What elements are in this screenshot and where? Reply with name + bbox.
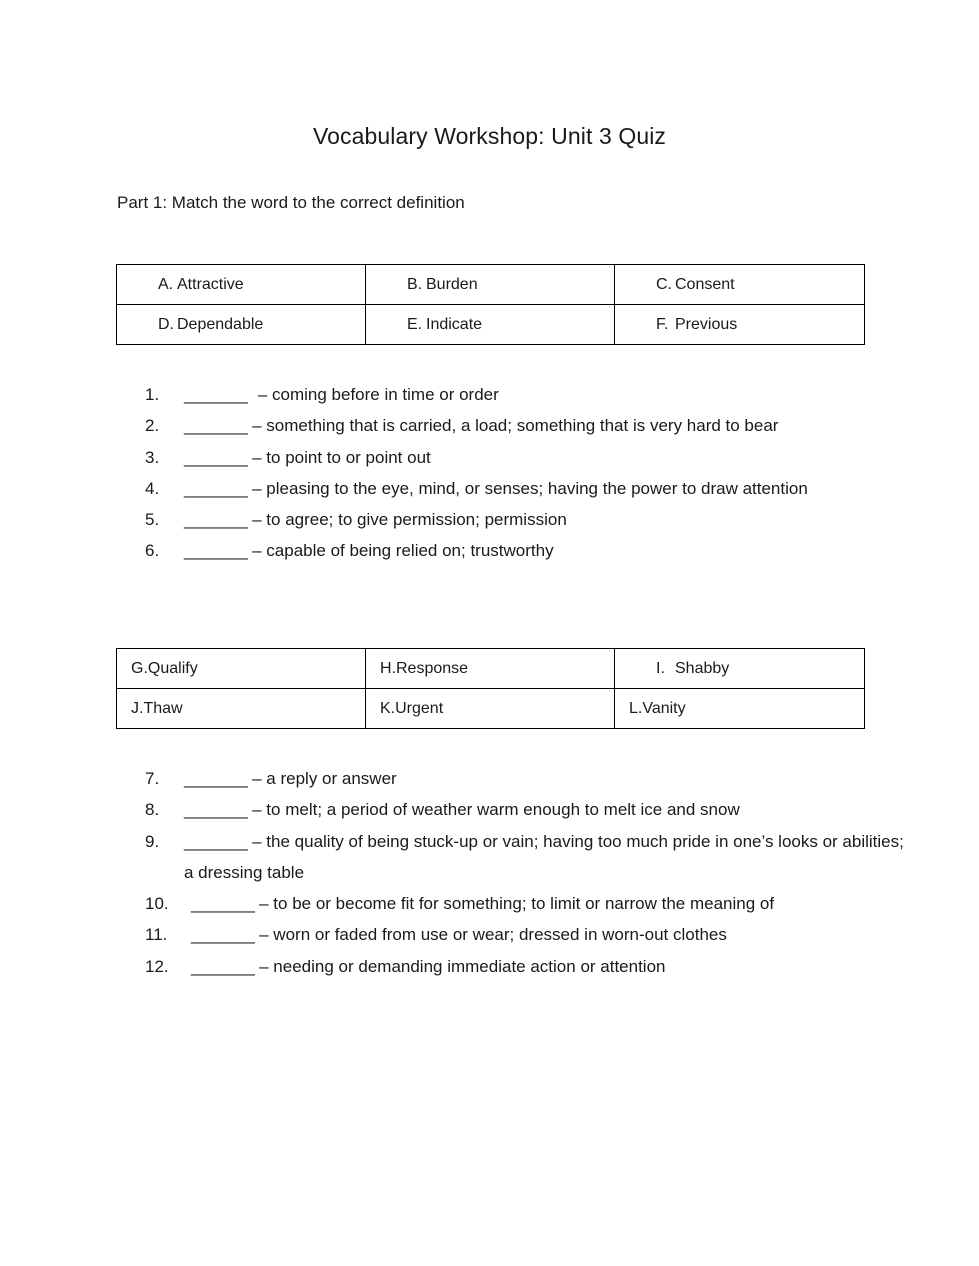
definition-text: – coming before in time or order <box>257 385 499 404</box>
table-row <box>117 689 865 729</box>
answer-blank[interactable]: _______ <box>184 800 248 820</box>
word-bank-cell-a <box>117 265 366 305</box>
list-item <box>145 442 905 473</box>
word-marker: L. <box>629 699 643 717</box>
item-number: 10. <box>145 894 169 914</box>
page-title: Vocabulary Workshop: Unit 3 Quiz <box>312 123 667 150</box>
item-number: 1. <box>145 385 160 404</box>
word-bank-table-1 <box>116 264 865 345</box>
word-bank-cell-j <box>117 689 366 729</box>
item-number: 2. <box>145 416 160 436</box>
definition-text: – something that is carried, a load; something that is very hard to bear <box>252 416 779 436</box>
definition-text: – to agree; to give permission; permission <box>252 510 567 530</box>
word-label: Shabby <box>675 659 730 677</box>
item-number: 8. <box>145 800 160 820</box>
word-bank-cell-f <box>615 305 865 345</box>
word-marker: H. <box>380 659 396 677</box>
definition-text: – worn or faded from use or wear; dressed in worn-out clothes <box>259 925 727 945</box>
part-1-heading: Part 1: Match the word to the correct definition <box>117 193 465 212</box>
answer-blank[interactable]: _______ <box>184 510 248 530</box>
word-marker: G. <box>131 659 148 677</box>
definition-text: – to be or become fit for something; to limit or narrow the meaning of <box>259 894 775 914</box>
item-number: 11. <box>145 925 168 945</box>
list-item <box>145 888 905 919</box>
word-marker: B. <box>407 275 423 293</box>
word-label: Burden <box>426 275 478 293</box>
answer-blank[interactable]: _______ <box>184 416 248 436</box>
word-label: Consent <box>675 275 735 293</box>
definition-text: – capable of being relied on; trustworthy <box>252 541 554 561</box>
list-item <box>145 535 905 566</box>
question-list-part-1 <box>145 379 905 567</box>
list-item <box>145 410 905 441</box>
item-number: 7. <box>145 769 160 788</box>
table-row <box>117 265 865 305</box>
answer-blank[interactable]: _______ <box>184 831 248 851</box>
word-label: Vanity <box>642 699 686 717</box>
list-item <box>145 919 905 950</box>
word-marker: F. <box>656 315 669 333</box>
word-bank-cell-l <box>615 689 865 729</box>
word-label: Response <box>396 659 469 677</box>
word-marker: A. <box>158 275 174 293</box>
list-item <box>145 826 905 889</box>
answer-blank[interactable]: _______ <box>184 769 248 788</box>
word-label: Dependable <box>177 315 264 333</box>
answer-blank[interactable]: _______ <box>191 956 255 976</box>
word-label: Previous <box>675 315 738 333</box>
list-item <box>145 763 905 794</box>
word-marker: C. <box>656 275 672 293</box>
word-label: Attractive <box>177 275 244 293</box>
answer-blank[interactable]: _______ <box>184 385 248 404</box>
answer-blank[interactable]: _______ <box>184 541 248 561</box>
list-item <box>145 473 905 504</box>
word-bank-cell-g <box>117 649 366 689</box>
item-number: 6. <box>145 541 160 561</box>
definition-text: – to point to or point out <box>252 447 431 467</box>
word-label: Qualify <box>147 659 198 677</box>
word-bank-cell-i <box>615 649 865 689</box>
word-bank-cell-e <box>366 305 615 345</box>
list-item <box>145 951 905 982</box>
word-label: Indicate <box>426 315 483 333</box>
answer-blank[interactable]: _______ <box>184 478 248 498</box>
word-marker: I. <box>656 659 665 677</box>
definition-text: – the quality of being stuck-up or vain; having too much pride in one’s looks or abilities; a dressing table <box>184 831 904 882</box>
item-number: 5. <box>145 510 160 530</box>
answer-blank[interactable]: _______ <box>191 925 255 945</box>
word-bank-cell-k <box>366 689 615 729</box>
item-number: 9. <box>145 831 160 851</box>
word-bank-cell-c <box>615 265 865 305</box>
list-item <box>145 504 905 535</box>
word-marker: K. <box>380 699 396 717</box>
word-marker: E. <box>407 315 423 333</box>
definition-text: – pleasing to the eye, mind, or senses; having the power to draw attention <box>252 478 808 498</box>
item-number: 12. <box>145 956 169 976</box>
item-number: 4. <box>145 478 160 498</box>
word-label: Thaw <box>143 699 183 717</box>
word-bank-cell-h <box>366 649 615 689</box>
table-row <box>117 649 865 689</box>
answer-blank[interactable]: _______ <box>191 894 255 914</box>
table-row <box>117 305 865 345</box>
definition-text: – a reply or answer <box>252 769 397 788</box>
word-bank-cell-b <box>366 265 615 305</box>
definition-text: – to melt; a period of weather warm enough to melt ice and snow <box>252 800 740 820</box>
word-bank-table-2 <box>116 648 865 729</box>
definition-text: – needing or demanding immediate action or attention <box>259 956 666 976</box>
word-label: Urgent <box>395 699 444 717</box>
word-marker: D. <box>158 315 174 333</box>
list-item <box>145 379 905 410</box>
answer-blank[interactable]: _______ <box>184 447 248 467</box>
word-marker: J. <box>131 699 144 717</box>
list-item <box>145 794 905 825</box>
question-list-part-2 <box>145 763 905 982</box>
item-number: 3. <box>145 447 160 467</box>
word-bank-cell-d <box>117 305 366 345</box>
